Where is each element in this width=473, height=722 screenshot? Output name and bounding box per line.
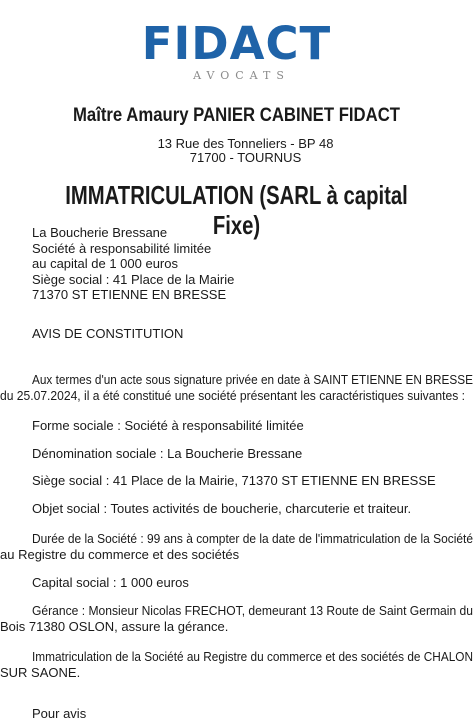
notice-title: IMMATRICULATION (SARL à capital Fixe) [65,180,408,240]
immat-line-1: Immatriculation de la Société au Registre du commerce et des sociétés de CHALON [32,649,473,664]
company-city: 71370 ST ETIENNE EN BRESSE [32,287,227,302]
capital-social-text: Capital social : 1 000 euros [32,575,189,590]
closing [0,706,473,722]
denomination-sociale [0,446,473,462]
duree-line-1: Durée de la Société : 99 ans à compter de la date de l'immatriculation de la Société [32,531,473,546]
company-type: Société à responsabilité limitée [32,240,212,256]
duree-paragraph [0,531,473,562]
company-capital: au capital de 1 000 euros [32,256,178,271]
siege-social [0,473,473,489]
duree-line-2: au Registre du commerce et des sociétés [0,546,240,562]
denomination-sociale-text: Dénomination sociale : La Boucherie Bressane [32,446,303,461]
firm-name: Maître Amaury PANIER CABINET FIDACT [72,105,401,126]
fidact-logo [0,17,473,82]
intro-line-2: du 25.07.2024, il a été constitué une société présentant les caractéristiques suivantes : [0,387,465,403]
intro-line-1: Aux termes d'un acte sous signature privée en date à SAINT ETIENNE EN BRESSE [32,372,473,387]
logo-subtitle: AVOCATS [193,69,290,82]
logo-wordmark: FIDACT [141,17,332,70]
immatriculation-paragraph [0,649,473,680]
company-name: La Boucherie Bressane [32,225,168,240]
siege-social-text: Siège social : 41 Place de la Mairie, 71370 ST ETIENNE EN BRESSE [32,473,436,488]
company-block [32,225,234,303]
intro-paragraph [0,372,473,403]
firm-address-street: 13 Rue des Tonneliers - BP 48 [157,136,334,151]
immat-line-2: SUR SAONE. [0,664,81,680]
objet-social-text: Objet social : Toutes activités de boucherie, charcuterie et traiteur. [32,501,412,516]
forme-sociale [0,418,473,434]
firm-address-city: 71700 - TOURNUS [189,150,302,165]
notice-heading [0,326,473,342]
objet-social [0,501,473,517]
notice-heading-text: AVIS DE CONSTITUTION [32,326,184,341]
company-siege: Siège social : 41 Place de la Mairie [32,271,235,287]
gerance-line-1: Gérance : Monsieur Nicolas FRECHOT, demeurant 13 Route de Saint Germain du [32,603,473,618]
gerance-paragraph [0,603,473,634]
capital-social [0,575,473,591]
closing-text: Pour avis [32,706,87,721]
forme-sociale-text: Forme sociale : Société à responsabilité limitée [32,418,304,433]
gerance-line-2: Bois 71380 OSLON, assure la gérance. [0,618,229,634]
